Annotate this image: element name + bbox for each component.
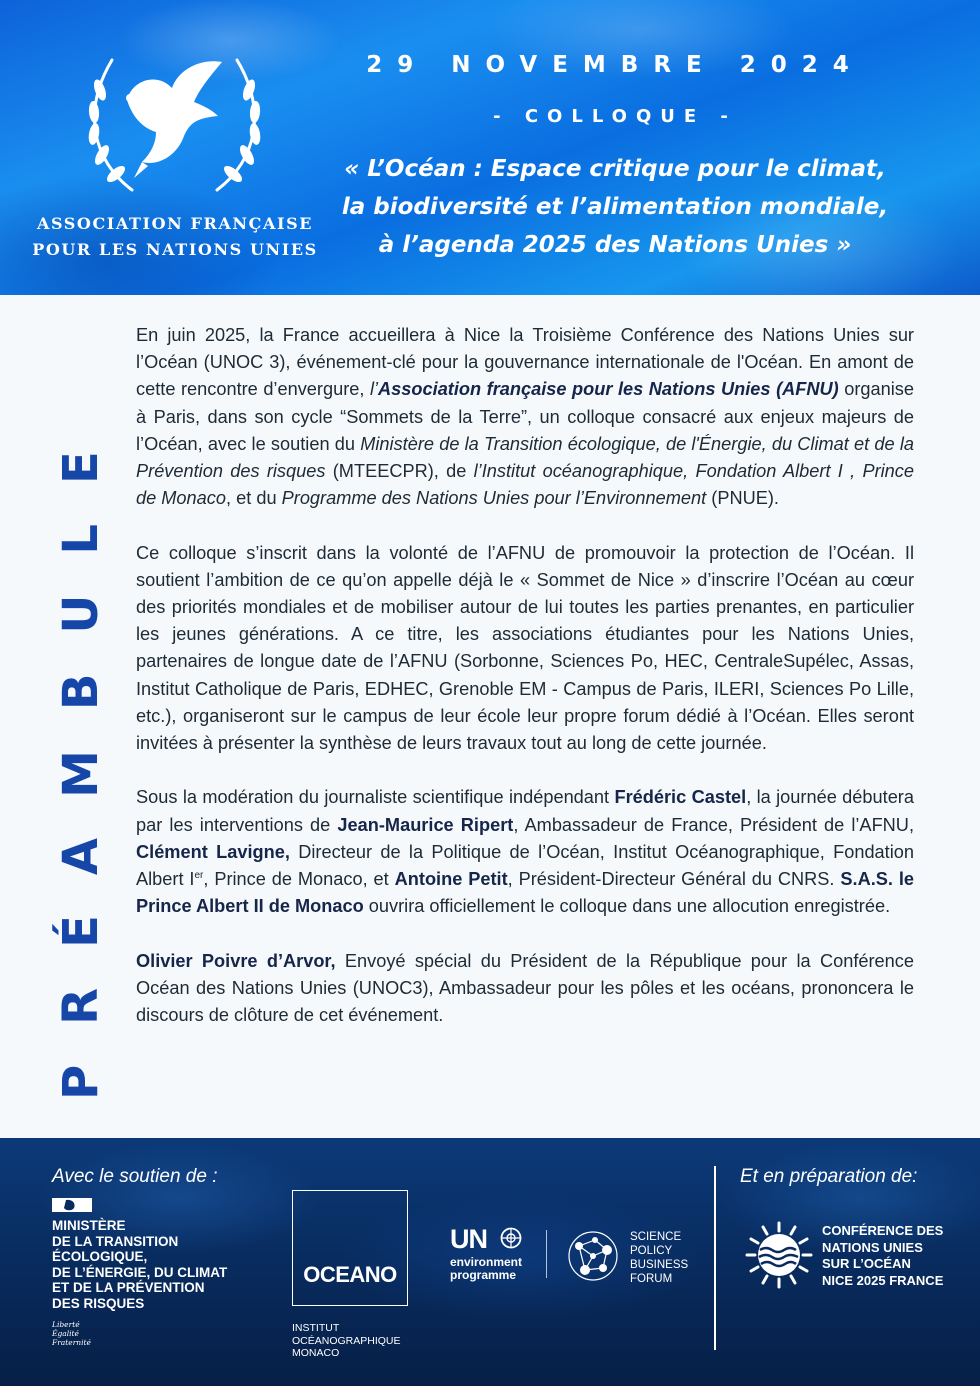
event-title-line-3: à l’agenda 2025 des Nations Unies » xyxy=(378,232,852,258)
footer-divider xyxy=(714,1166,716,1350)
speaker-name: Frédéric Castel xyxy=(614,787,747,808)
unoc-line: CONFÉRENCE DES xyxy=(822,1223,944,1238)
speaker-name: Clément Lavigne, xyxy=(136,841,290,862)
event-title-line-2: la biodiversité et l’alimentation mondiale, xyxy=(341,194,889,220)
section-title-vertical: PRÉAMBULE xyxy=(53,411,109,1100)
superscript: er xyxy=(194,869,204,881)
text-run: , et du xyxy=(226,488,282,509)
event-date: 29 NOVEMBRE 2024 xyxy=(366,52,864,78)
text-run: , la journée débutera par les interventions de xyxy=(136,787,914,835)
ministry-line: ET DE LA PRÉVENTION xyxy=(52,1280,205,1296)
speaker-name: S.A.S. le Prince Albert II de Monaco xyxy=(136,869,915,917)
motto-line: Liberté xyxy=(52,1320,80,1329)
text-run: , Ambassadeur de France, Président de l’AFNU, xyxy=(513,814,914,835)
unep-subtitle xyxy=(450,1256,522,1282)
header-banner xyxy=(0,0,980,295)
event-type: - COLLOQUE - xyxy=(493,106,737,127)
text-run: , Prince de Monaco, et xyxy=(203,869,395,890)
preparation-label: Et en préparation de: xyxy=(740,1166,918,1187)
motto-line: Égalité xyxy=(52,1329,79,1338)
oceano-subtitle xyxy=(292,1322,401,1360)
unep-name: Programme des Nations Unies pour l’Environnement xyxy=(281,488,707,509)
oceano-sub-line: OCÉANOGRAPHIQUE xyxy=(292,1334,401,1347)
oceano-logo-text: OCEANO xyxy=(303,1262,397,1287)
oceano-sub-line: INSTITUT xyxy=(292,1322,340,1334)
institute-name: l’Institut océanographique, Fondation Albert I , Prince de Monaco xyxy=(136,461,914,509)
molecule-globe-icon xyxy=(565,1228,621,1284)
republic-motto xyxy=(52,1320,91,1347)
paragraph-4 xyxy=(136,948,914,1030)
event-title-line-1: « L’Océan : Espace critique pour le climat, xyxy=(344,156,886,182)
unoc-logo-text xyxy=(822,1223,943,1289)
paragraph-1 xyxy=(136,322,914,512)
spbf-line: POLICY xyxy=(630,1245,673,1257)
paragraph-3 xyxy=(136,784,914,920)
spbf-logo-text xyxy=(630,1230,688,1286)
speaker-name: Antoine Petit xyxy=(394,869,508,890)
unep-divider xyxy=(546,1230,547,1278)
ministry-line: MINISTÈRE xyxy=(52,1218,126,1233)
unep-sub-line: programme xyxy=(450,1268,517,1282)
oceano-sub-line: MONACO xyxy=(292,1347,340,1359)
footer-partners xyxy=(0,1138,980,1386)
association-name-line-1: ASSOCIATION FRANÇAISE xyxy=(36,214,314,233)
oceano-logo-frame xyxy=(292,1190,408,1306)
text-run: (MTEECPR), de xyxy=(325,461,474,482)
text-run: Directeur de la Politique de l’Océan, Institut Océanographique, Fondation Albert I xyxy=(136,841,914,890)
support-label: Avec le soutien de : xyxy=(52,1166,218,1187)
spbf-line: SCIENCE xyxy=(630,1231,682,1243)
text-run: ouvrira officiellement le colloque dans une allocution enregistrée. xyxy=(363,896,891,917)
unep-sub-line: environment xyxy=(450,1255,523,1269)
preamble-text xyxy=(136,322,914,1056)
ministry-logo-text xyxy=(52,1218,262,1312)
motto-line: Fraternité xyxy=(52,1338,91,1347)
speaker-name: Olivier Poivre d’Arvor, xyxy=(136,950,336,971)
spbf-line: BUSINESS xyxy=(630,1259,689,1271)
unoc-sun-wave-icon xyxy=(744,1220,814,1290)
association-name-line-2: POUR LES NATIONS UNIES xyxy=(32,240,318,259)
speaker-name: Jean-Maurice Ripert xyxy=(337,814,514,835)
event-title xyxy=(320,150,910,264)
ministry-line: DE LA TRANSITION xyxy=(52,1233,179,1249)
text-run: En juin 2025, la France accueillera à Nice la Troisième Conférence des Nations Unies sur l’Océan (UNOC 3), événement-clé pour la gouvernance internationale de l'Océan. En amont de cette rencontre d’envergure, xyxy=(136,325,914,400)
marianne-icon xyxy=(52,1198,92,1212)
un-globe-icon xyxy=(500,1227,522,1249)
ministry-name: Ministère de la Transition écologique, de l'Énergie, du Climat et de la Prévention des risques xyxy=(136,433,915,482)
text-run: Envoyé spécial du Président de la République pour la Conférence Océan des Nations Unies (UNOC3), Ambassadeur pour les pôles et les océans, prononcera le discours de clôture de cet événement. xyxy=(136,950,914,1026)
unoc-line: NATIONS UNIES xyxy=(822,1239,923,1255)
unoc-line: SUR L’OCÉAN xyxy=(822,1256,911,1271)
paragraph-2: Ce colloque s’inscrit dans la volonté de l’AFNU de promouvoir la protection de l’Océan. Il soutient l’ambition de ce qu’on appelle déjà le « Sommet de Nice » d’inscrire l’Océan au cœur des priorités mondiales et de mobiliser autour de lui toutes les parties prenantes, en particulier les jeunes générations. A ce titre, les associations étudiantes pour les Nations Unies, partenaires de longue date de l’AFNU (Sorbonne, Sciences Po, HEC, CentraleSupélec, Assas, Institut Catholique de Paris, EDHEC, Grenoble EM - Campus de Paris, ILERI, Sciences Po Lille, etc.), organiseront sur le campus de leur école leur propre forum dédié à l’Océan. Elles seront invitées à présenter la synthèse de leurs travaux tout au long de cette journée. xyxy=(136,542,914,754)
unoc-line: NICE 2025 FRANCE xyxy=(822,1272,944,1288)
dove-laurel-icon xyxy=(72,40,277,210)
text-run: (PNUE). xyxy=(706,488,779,509)
text-run: organise à Paris, dans son cycle “Sommets de la Terre”, un colloque consacré aux enjeux majeurs de l’Océan, avec le soutien du xyxy=(136,379,914,454)
text-run: l’ xyxy=(369,379,379,400)
ministry-line: DES RISQUES xyxy=(52,1295,145,1311)
ministry-line: DE L’ÉNERGIE, DU CLIMAT xyxy=(52,1264,228,1280)
afnu-name: Association française pour les Nations Unies (AFNU) xyxy=(378,379,839,400)
unep-logo-letters: UN xyxy=(450,1224,487,1254)
spbf-line: FORUM xyxy=(630,1273,673,1285)
text-run: Sous la modération du journaliste scientifique indépendant xyxy=(136,787,615,808)
ministry-line: ÉCOLOGIQUE, xyxy=(52,1249,148,1265)
text-run: , Président-Directeur Général du CNRS. xyxy=(507,869,841,890)
